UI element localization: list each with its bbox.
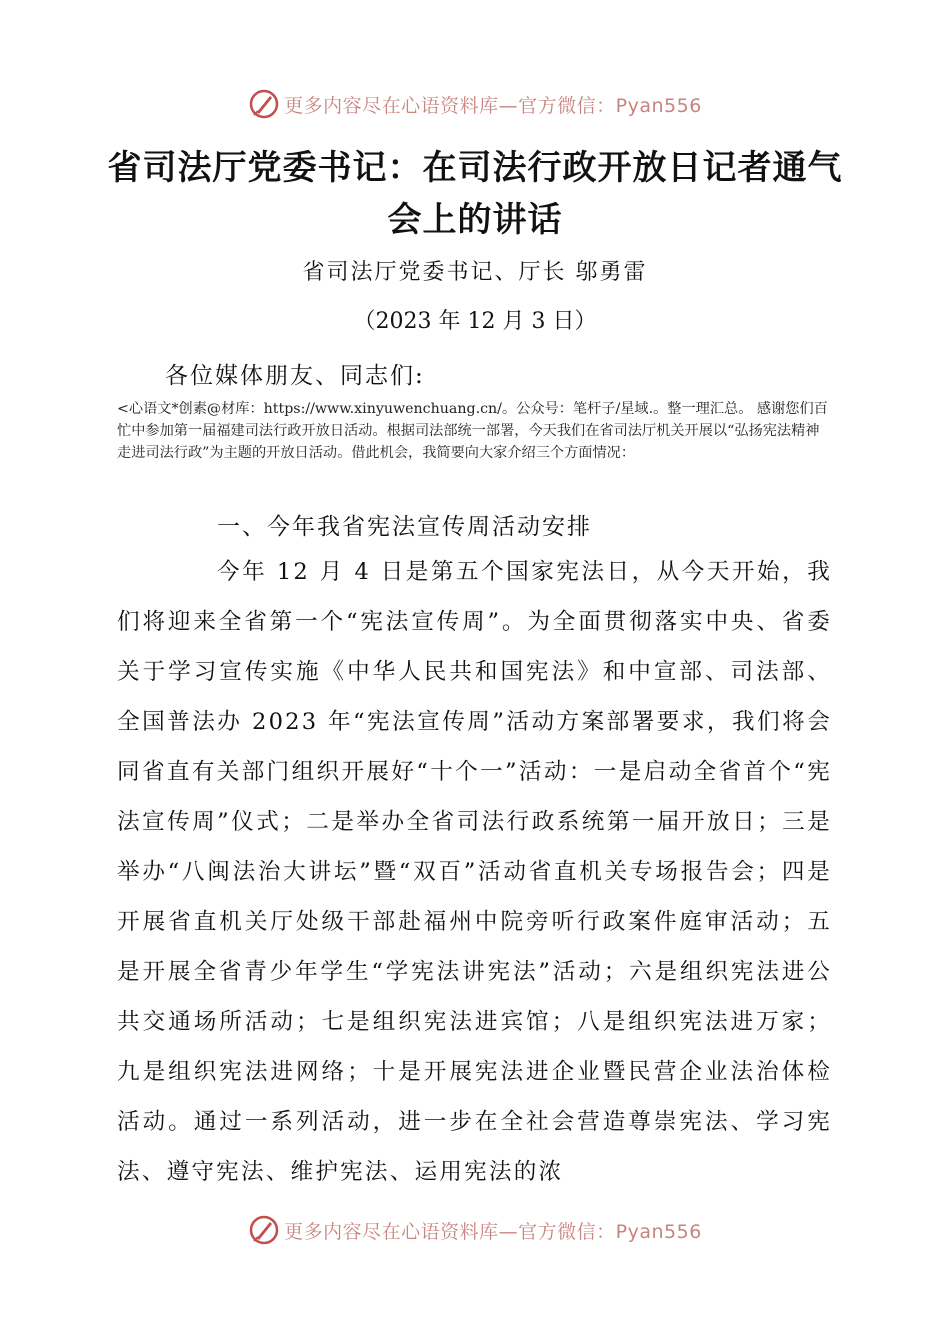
watermark-text: 更多内容尽在心语资料库—官方微信：Pyan556 <box>284 1220 702 1243</box>
section-body-1: 今年 12 月 4 日是第五个国家宪法日，从今天开始，我们将迎来全省第一个“宪法宣传周”。为全面贯彻落实中央、省委关于学习宣传实施《中华人民共和国宪法》和中宣部、司法部、全国普法办 2023 年“宪法宣传周”活动方案部署要求，我们将会同省直有关部门组织开展好“十个一”活动：一是启动全省首个“宪法宣传周”仪式；二是举办全省司法行政系统第一届开放日；三是举办“八闽法治大讲坛”暨“双百”活动省直机关专场报告会；四是开展省直机关厅处级干部赴福州中院旁听行政案件庭审活动；五是开展全省青少年学生“学宪法讲宪法”活动；六是组织宪法进公共交通场所活动；七是组织宪法进宾馆；八是组织宪法进万家；九是组织宪法进网络；十是开展宪法进企业暨民营企业法治体检活动。通过一系列活动，进一步在全社会营造尊崇宪法、学习宪法、遵守宪法、维护宪法、运用宪法的浓 <box>117 559 832 1185</box>
quill-pen-logo-icon <box>248 1214 280 1246</box>
section-heading-1: 一、今年我省宪法宣传周活动安排 <box>217 514 592 540</box>
document-title: 省司法厅党委书记：在司法行政开放日记者通气会上的讲话 <box>107 148 843 240</box>
watermark-text: 更多内容尽在心语资料库—官方微信：Pyan556 <box>284 94 702 117</box>
greeting: 各位媒体朋友、同志们: <box>165 363 425 389</box>
watermark-banner-bottom <box>0 1208 950 1252</box>
document-date: （2023 年 12 月 3 日） <box>353 309 597 334</box>
quill-pen-logo-icon <box>248 88 280 120</box>
document-byline: 省司法厅党委书记、厅长 邬勇雷 <box>302 260 648 285</box>
intro-paragraph: <心语文*创素@材库：https://www.xinyuwenchuang.cn/。公众号：笔杆子/星域.。整一理汇总。 感谢您们百忙中参加第一届福建司法行政开放日活动。根据司法部统一部署，今天我们在省司法厅机关开展以“弘扬宪法精神走进司法行政”为主题的开放日活动。借此机会，我简要向大家介绍三个方面情况： <box>117 401 828 461</box>
watermark-banner-top <box>0 82 950 126</box>
